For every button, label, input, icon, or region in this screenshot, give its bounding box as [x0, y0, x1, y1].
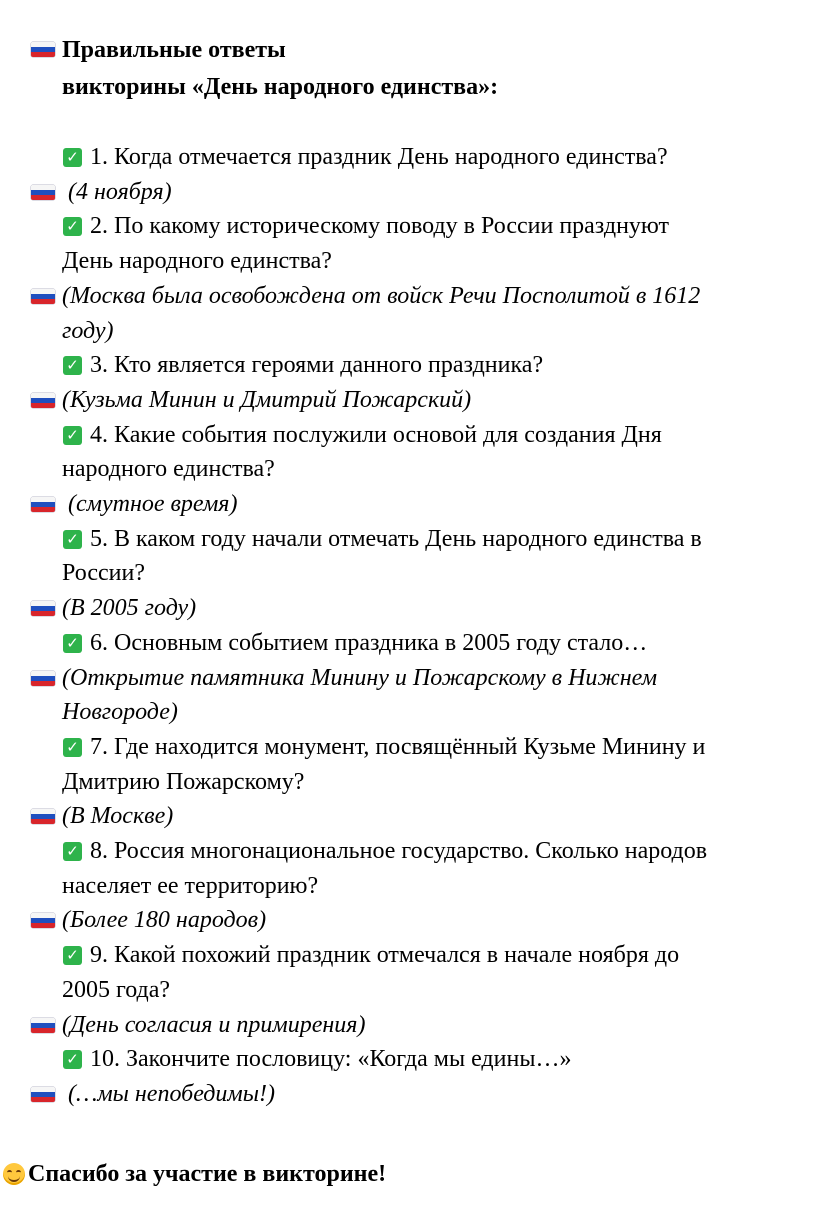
page-title-line-1: Правильные ответы — [62, 37, 286, 63]
question-text: 4. Какие события послужили основой для создания Дня — [90, 421, 662, 448]
check-mark-button-icon: ✓ — [63, 842, 82, 861]
thanks-message: Спасибо за участие в викторине! — [28, 1161, 387, 1187]
answer-text: (Кузьма Минин и Дмитрий Пожарский) — [62, 386, 472, 413]
question-text: народного единства? — [62, 456, 275, 483]
russian-flag-icon — [31, 809, 55, 824]
russian-flag-icon — [31, 601, 55, 616]
page-title-line-2: викторины «День народного единства»: — [62, 74, 499, 100]
question-text: 7. Где находится монумент, посвящённый Кузьме Минину и — [90, 733, 706, 760]
russian-flag-icon — [31, 42, 55, 57]
question-text: населяет ее территорию? — [62, 872, 319, 899]
check-mark-button-icon: ✓ — [63, 738, 82, 757]
russian-flag-icon — [31, 497, 55, 512]
check-mark-button-icon: ✓ — [63, 148, 82, 167]
check-mark-button-icon: ✓ — [63, 426, 82, 445]
check-mark-button-icon: ✓ — [63, 217, 82, 236]
question-text: 10. Закончите пословицу: «Когда мы едины…» — [90, 1046, 572, 1073]
russian-flag-icon — [31, 1087, 55, 1102]
question-text: 8. Россия многонациональное государство. Сколько народов — [90, 838, 708, 864]
answer-text: году) — [62, 317, 114, 344]
check-mark-button-icon: ✓ — [63, 634, 82, 653]
question-text: Дмитрию Пожарскому? — [62, 768, 305, 795]
question-text: 6. Основным событием праздника в 2005 году стало… — [90, 629, 648, 656]
answer-text: Новгороде) — [62, 699, 178, 726]
question-text: 3. Кто является героями данного праздника? — [90, 352, 544, 379]
answer-text: (4 ноября) — [62, 178, 172, 205]
smiling-face-icon — [3, 1163, 25, 1185]
question-text: 2. По какому историческому поводу в России празднуют — [90, 213, 670, 240]
answer-text: (В 2005 году) — [62, 595, 197, 622]
answer-text: (…мы непобедимы!) — [62, 1080, 275, 1107]
russian-flag-icon — [31, 185, 55, 200]
question-text: День народного единства? — [62, 248, 332, 275]
answer-text: (День согласия и примирения) — [62, 1011, 366, 1038]
check-mark-button-icon: ✓ — [63, 356, 82, 375]
question-text: России? — [62, 560, 145, 587]
answer-text: (В Москве) — [62, 803, 174, 830]
check-mark-button-icon: ✓ — [63, 946, 82, 965]
russian-flag-icon — [31, 1018, 55, 1033]
answer-text: (Более 180 народов) — [62, 907, 267, 934]
answer-text: (смутное время) — [62, 491, 238, 517]
question-text: 2005 года? — [62, 976, 171, 1003]
russian-flag-icon — [31, 913, 55, 928]
question-text: 9. Какой похожий праздник отмечался в начале ноября до — [90, 942, 680, 969]
question-text: 5. В каком году начали отмечать День народного единства в — [90, 525, 702, 552]
question-text: 1. Когда отмечается праздник День народного единства? — [90, 144, 668, 170]
answer-text: (Открытие памятника Минину и Пожарскому в Нижнем — [62, 664, 658, 691]
check-mark-button-icon: ✓ — [63, 1050, 82, 1069]
russian-flag-icon — [31, 393, 55, 408]
russian-flag-icon — [31, 289, 55, 304]
answer-text: (Москва была освобождена от войск Речи Посполитой в 1612 — [62, 282, 701, 309]
russian-flag-icon — [31, 671, 55, 686]
check-mark-button-icon: ✓ — [63, 530, 82, 549]
